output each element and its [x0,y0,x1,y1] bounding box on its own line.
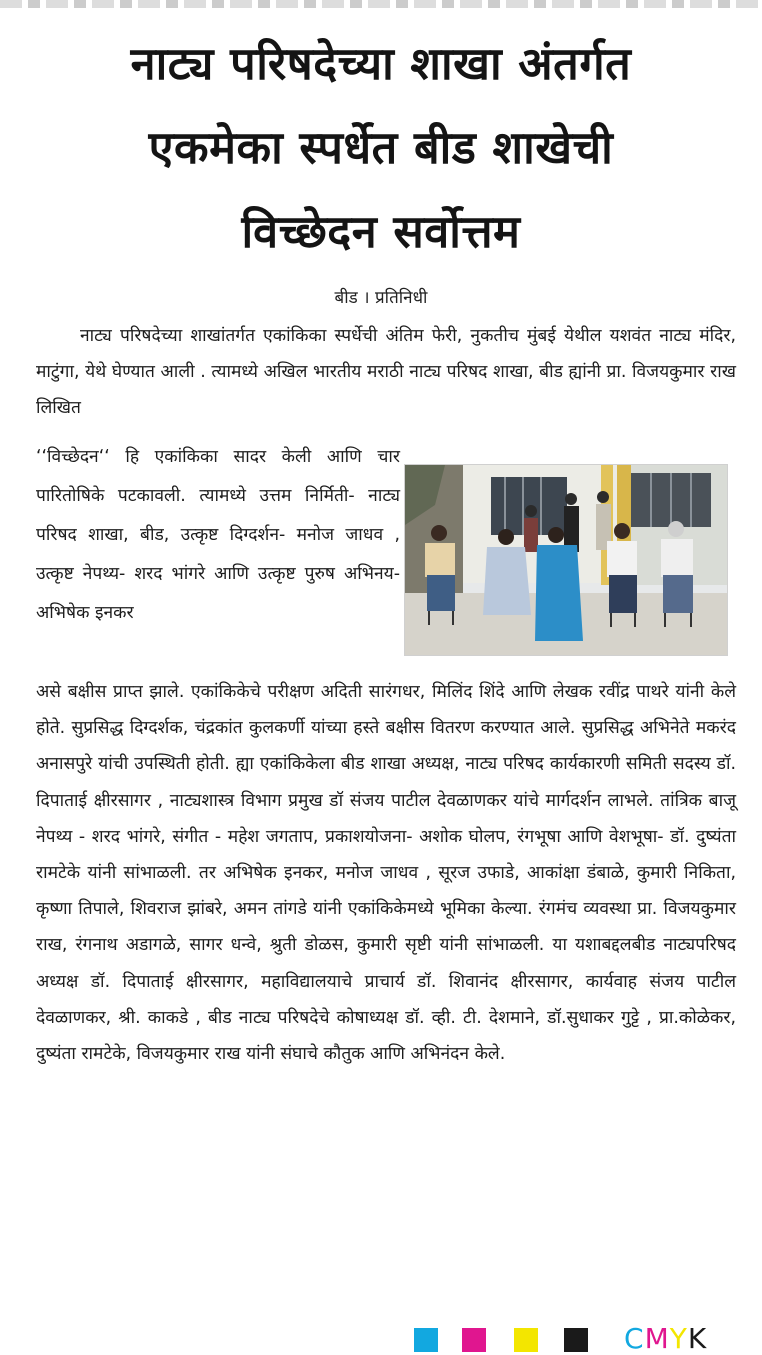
dateline: बीड । प्रतिनिधी [334,288,428,308]
side-paragraph: ‘‘विच्छेदन‘‘ हि एकांकिका सादर केली आणि चार पारितोषिके पटकावली. त्यामध्ये उत्तम निर्मिती- नाट्य परिषद शाखा, बीड, उत्कृष्ट दिग्दर्शन- मनोज जाधव , उत्कृष्ट नेपथ्य- शरद भांगरे आणि उत्कृष्ट पुरुष अभिनय- अभिषेक इनकर [36,447,400,623]
yellow-swatch [514,1328,538,1352]
body-paragraph: असे बक्षीस प्राप्त झाले. एकांकिकेचे परीक्षण अदिती सारंगधर, मिलिंद शिंदे आणि लेखक रवींद्र पाथरे यांनी केले होते. सुप्रसिद्ध दिग्दर्शक, चंद्रकांत कुलकर्णी यांच्या हस्ते बक्षीस वितरण करण्यात आले. सुप्रसिद्ध अभिनेते मकरंद अनासपुरे यांची उपस्थिती होती. ह्या एकांकिकेला बीड शाखा अध्यक्ष, नाट्य परिषद कार्यकारणी समिती सदस्य डॉ. दिपाताई क्षीरसागर , नाट्यशास्त्र विभाग प्रमुख डॉ संजय पाटील देवळाणकर यांचे मार्गदर्शन लाभले. तांत्रिक बाजू नेपथ्य - शरद भांगरे, संगीत - महेश जगताप, प्रकाशयोजना- अशोक घोलप, रंगभूषा आणि वेशभूषा- डॉ. दुष्यंता रामटेके यांनी सांभाळली. तर अभिषेक इनकर, मनोज जाधव , सूरज उफाडे, आकांक्षा डंबाळे, कुमारी निकिता, कृष्णा तिपाले, शिवराज झांबरे, अमन तांगडे यांनी एकांकिकेमध्ये भूमिका केल्या. रंगमंच व्यवस्था प्रा. विजयकुमार राख, रंगनाथ अडागळे, सागर धन्वे, श्रुती डोळस, कुमारी सृष्टी यांनी सांभाळली. या यशाबद्दलबीड नाट्यपरिषद अध्यक्ष डॉ. दिपाताई क्षीरसागर, महाविद्यालयाचे प्राचार्य डॉ. शिवानंद क्षीरसागर, कार्यवाह संजय पाटील देवळाणकर, श्री. काकडे , बीड नाट्य परिषदेचे कोषाध्यक्ष डॉ. व्ही. टी. देशमाने, डॉ.सुधाकर गुट्टे , प्रा.कोळेकर, दुष्यंता रामटेके, विजयकुमार राख यांनी संघाचे कौतुक आणि अभिनंदन केले. [36,682,736,1065]
group-photo [404,464,728,656]
previous-article-cutoff [0,0,762,8]
intro-paragraph: नाट्य परिषदेच्या शाखांतर्गत एकांकिका स्पर्धेची अंतिम फेरी, नुकतीच मुंबई येथील यशवंत नाट्य मंदिर, माटुंगा, येथे घेण्यात आली . त्यामध्ये अखिल भारतीय मराठी नाट्य परिषद शाखा, बीड ह्यांनी प्रा. विजयकुमार राख लिखित [36,326,736,418]
headline-line-1: नाट्य परिषदेच्या शाखा अंतर्गत [130,37,632,90]
headline [20,22,742,274]
magenta-swatch [462,1328,486,1352]
cyan-swatch [414,1328,438,1352]
cmyk-letter-k: K [687,1322,708,1355]
cmyk-registration-mark [414,1322,744,1355]
cmyk-label [624,1324,707,1354]
headline-line-2: एकमेका स्पर्धेत बीड शाखेची [148,121,614,174]
group-photo-illustration [405,465,727,655]
cmyk-letter-y: Y [669,1322,688,1355]
black-swatch [564,1328,588,1352]
cmyk-letter-c: C [624,1322,645,1355]
cmyk-letter-m: M [644,1322,670,1355]
headline-line-3: विच्छेदन सर्वोत्तम [241,205,521,258]
